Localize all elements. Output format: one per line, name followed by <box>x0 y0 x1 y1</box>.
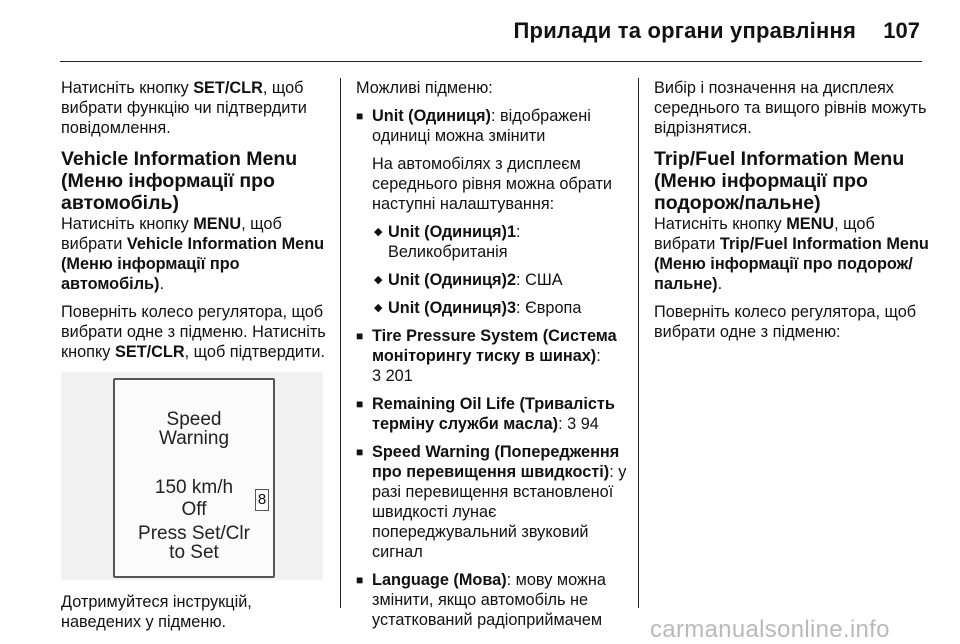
display-line: Warning <box>158 428 230 449</box>
display-line: Off <box>181 499 207 520</box>
list-item: ■ Speed Warning (Попередження про перевищення швидкості): у разі перевищення встановленої швидкості лунає попереджувальний звуковий сигнал <box>356 443 627 561</box>
diamond-icon: ◆ <box>374 226 383 238</box>
column-divider <box>340 78 341 608</box>
sub-list-item: ◆ Unit (Одиниця)3: Європа <box>374 299 582 317</box>
display-illustration <box>61 372 323 580</box>
column-divider <box>638 78 639 608</box>
paragraph: Поверніть колесо регулятора, щоб вибрати одне з підменю: <box>654 303 917 341</box>
display-line: 150 km/h <box>154 477 234 498</box>
page-title: Прилади та органи управління <box>513 18 856 43</box>
page-number: 107 <box>883 18 920 43</box>
display-badge: 8 <box>255 489 269 511</box>
page-reference: 3 201 <box>372 367 413 385</box>
diamond-icon: ◆ <box>374 274 383 286</box>
paragraph: Дотримуйтеся інструкцій, наведених у підменю. <box>61 593 252 631</box>
column-right <box>654 78 929 350</box>
bullet-icon: ■ <box>356 329 364 343</box>
diamond-icon: ◆ <box>374 302 383 314</box>
bullet-icon: ■ <box>356 573 364 587</box>
column-left <box>61 78 331 640</box>
list-item: ■ Tire Pressure System (Система моніторингу тиску в шинах): 3 201 <box>356 327 617 385</box>
page-header <box>0 0 960 60</box>
display-line: Press Set/Clr <box>138 523 250 544</box>
section-heading: Trip/Fuel Information Menu (Меню інформації про подорож/пальне) <box>654 148 905 214</box>
watermark: carmanualsonline.info <box>650 616 890 643</box>
display-line: Speed <box>166 409 222 430</box>
list-item: ■ Remaining Oil Life (Тривалість терміну служби масла): 3 94 <box>356 395 615 433</box>
section-heading: Vehicle Information Menu (Меню інформації про автомобіль) <box>61 148 298 214</box>
display-screen <box>113 378 275 578</box>
paragraph: Поверніть колесо регулятора, щоб вибрати одне з підменю. Натисніть кнопку SET/CLR, щоб підтвердити. <box>61 303 326 361</box>
paragraph: Можливі підменю: <box>356 79 493 97</box>
list-item: ■ Language (Мова): мову можна змінити, якщо автомобіль не устаткований радіоприймачем <box>356 571 606 629</box>
bullet-icon: ■ <box>356 445 364 459</box>
bullet-icon: ■ <box>356 397 364 411</box>
display-line: to Set <box>169 542 219 563</box>
column-middle <box>356 78 631 638</box>
paragraph: Вибір і позначення на дисплеях середнього та вищого рівнів можуть відрізнятися. <box>654 79 927 137</box>
paragraph: Натисніть кнопку MENU, щоб вибрати Vehicle Information Menu (Меню інформації про автомобіль). <box>61 215 325 293</box>
header-divider <box>60 61 922 62</box>
list-item: ■ Unit (Одиниця): відображені одиниці можна змінити <box>356 107 591 145</box>
sub-list-item: ◆ Unit (Одиниця)2: США <box>374 271 563 289</box>
paragraph: Натисніть кнопку SET/CLR, щоб вибрати функцію чи підтвердити повідомлення. <box>61 79 307 137</box>
paragraph: На автомобілях з дисплеєм середнього рівня можна обрати наступні налаштування: <box>372 155 612 213</box>
paragraph: Натисніть кнопку MENU, щоб вибрати Trip/Fuel Information Menu (Меню інформації про подорож/ пальне). <box>654 215 929 293</box>
bullet-icon: ■ <box>356 109 364 123</box>
sub-list-item: ◆ Unit (Одиниця)1: Великобританія <box>374 223 521 261</box>
